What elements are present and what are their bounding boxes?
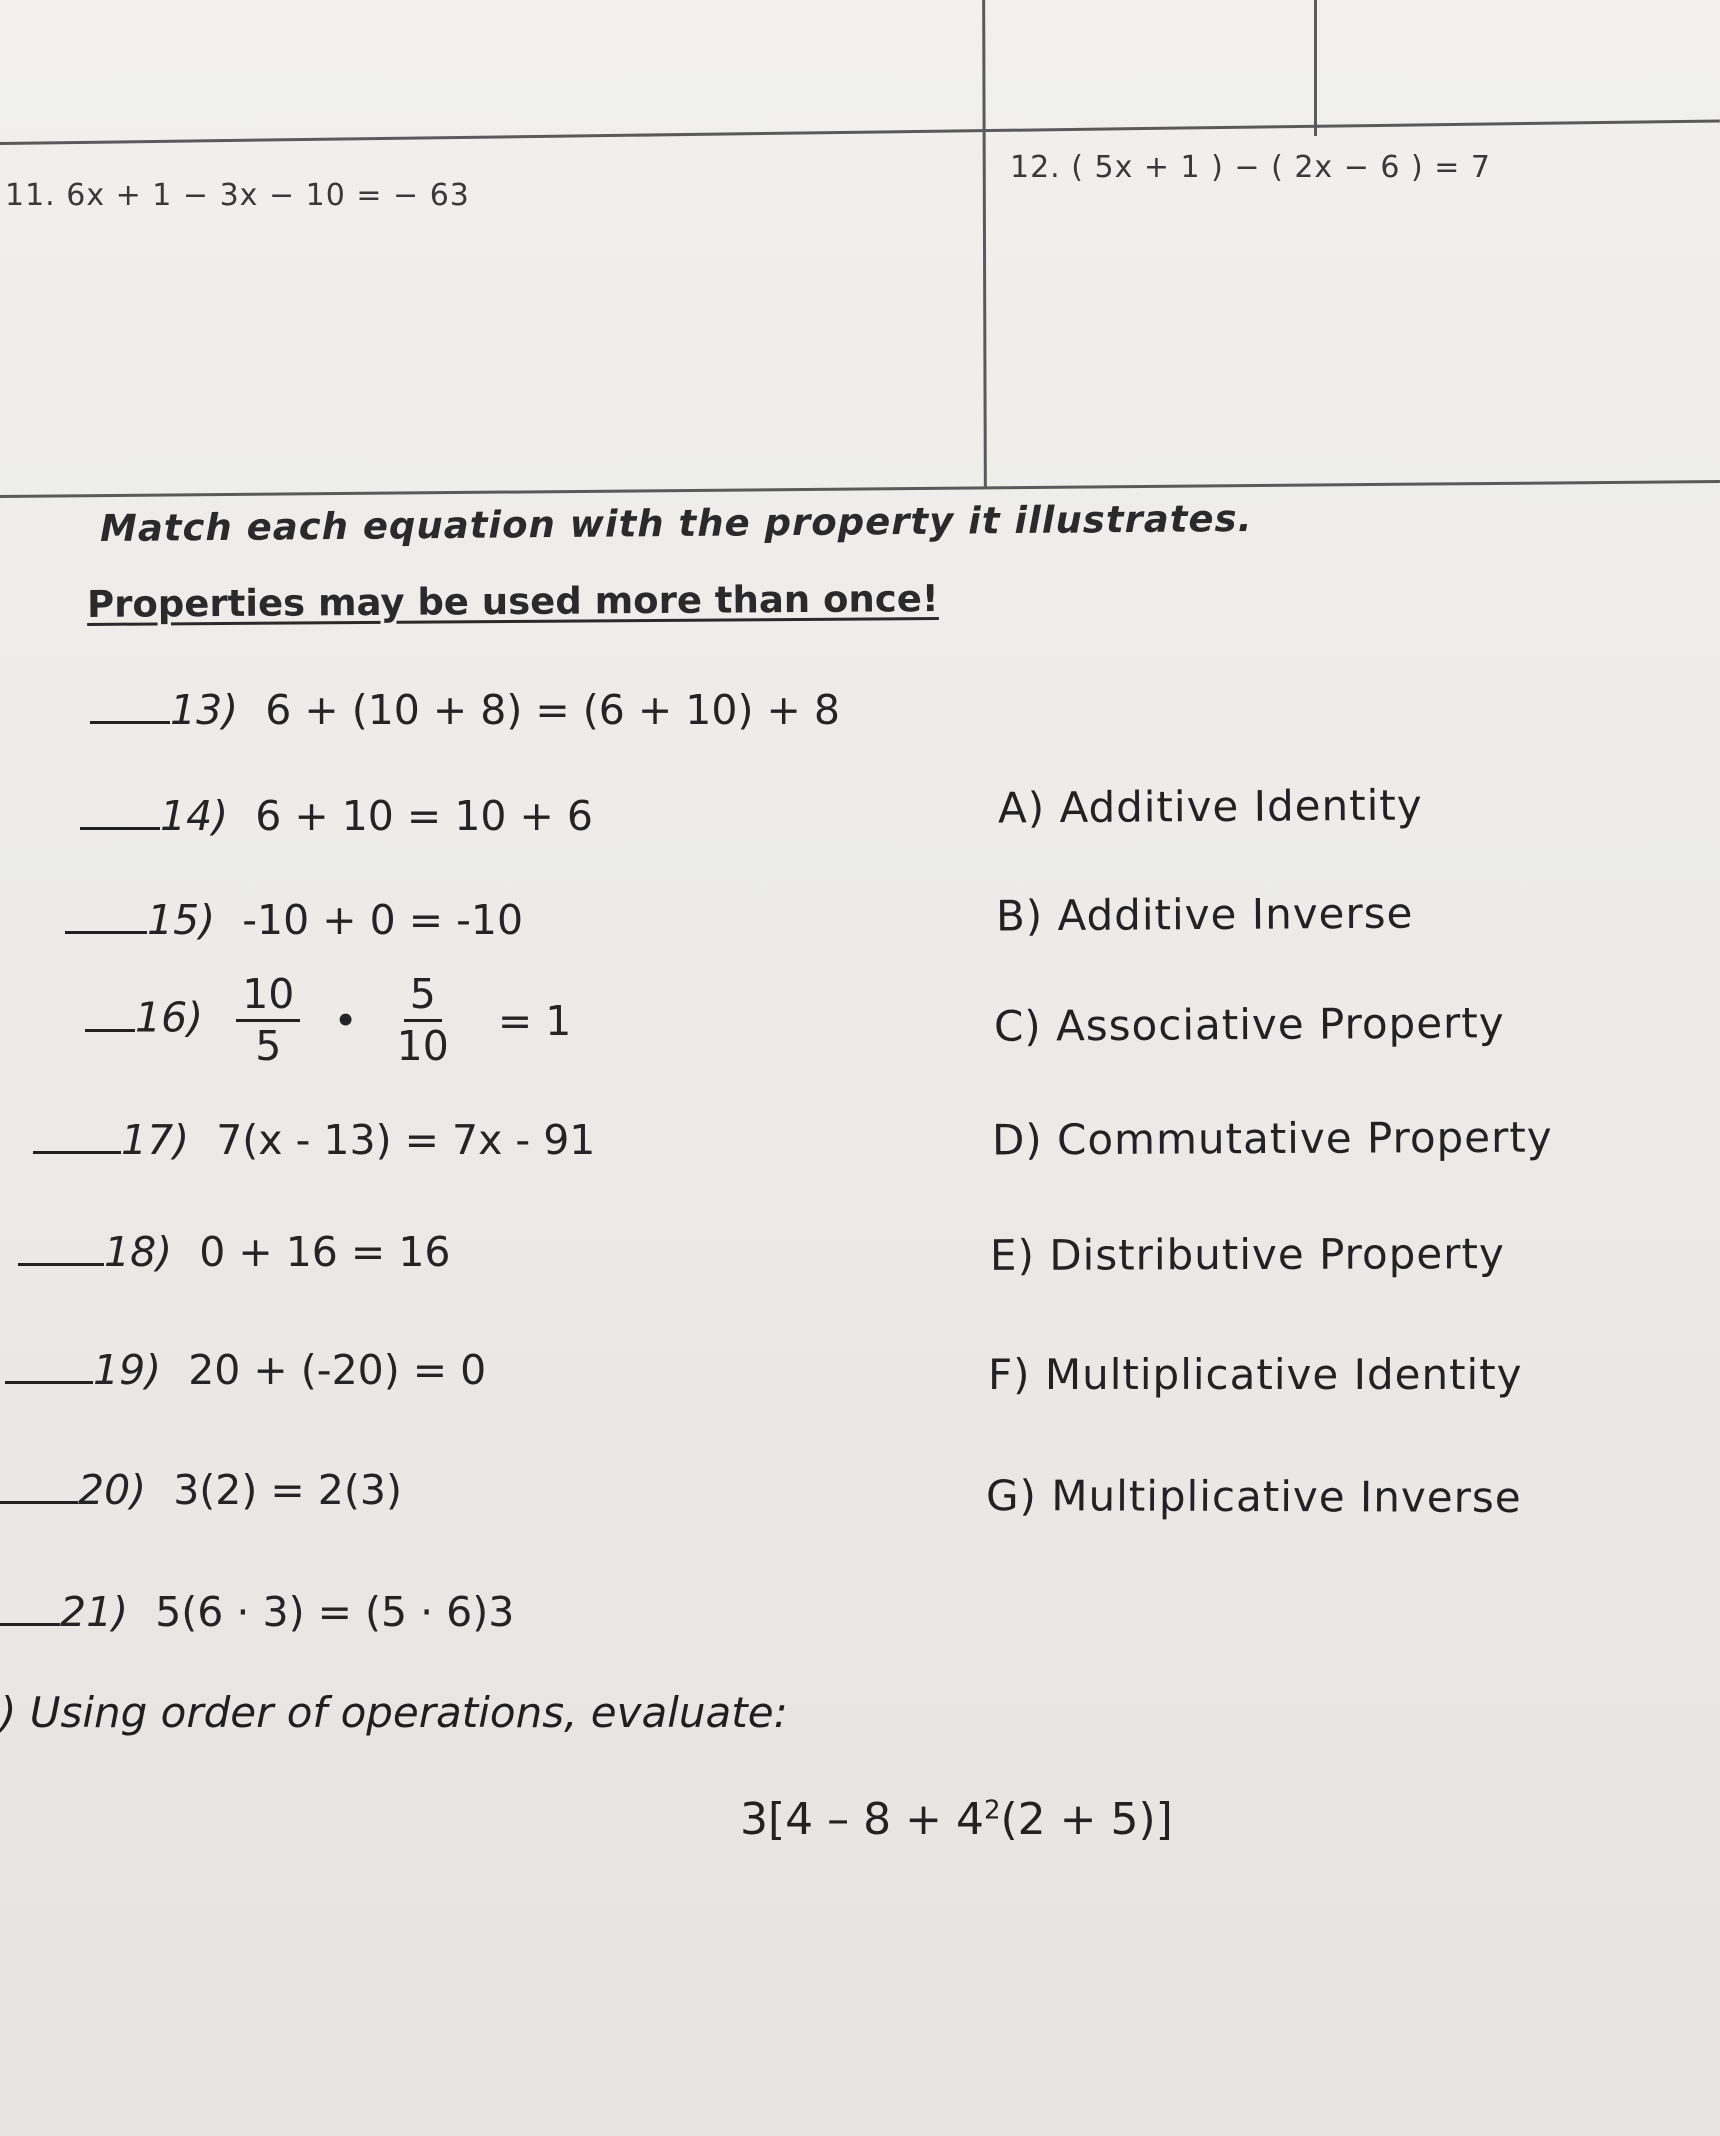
- instruction-heading: Match each equation with the property it illustrates.: [99, 496, 1253, 551]
- fraction-denominator: 10: [396, 1022, 449, 1071]
- item-equation: 5(6 · 3) = (5 · 6)3: [155, 1588, 515, 1636]
- item-equation: 7(x - 13) = 7x - 91: [216, 1116, 596, 1164]
- expression-part: (2 + 5)]: [1000, 1794, 1173, 1845]
- item-equation: 6 + (10 + 8) = (6 + 10) + 8: [265, 686, 840, 734]
- item-equation: -10 + 0 = -10: [242, 896, 524, 944]
- answer-blank[interactable]: [65, 931, 147, 934]
- problem-12: 12. ( 5x + 1 ) − ( 2x − 6 ) = 7: [1010, 150, 1491, 185]
- answer-blank[interactable]: [33, 1151, 121, 1154]
- item-17: [33, 1116, 595, 1164]
- item-label: 19): [93, 1346, 162, 1394]
- answer-blank[interactable]: [18, 1263, 104, 1266]
- item-label: 21): [60, 1588, 129, 1636]
- exponent: 2: [983, 1795, 1001, 1826]
- fraction-numerator: 5: [404, 972, 442, 1022]
- item-18: [18, 1228, 450, 1276]
- item-20: [0, 1466, 402, 1514]
- item-label: 15): [147, 896, 216, 944]
- answer-blank[interactable]: [5, 1381, 93, 1384]
- item-21: [0, 1588, 514, 1636]
- item-label: 16): [135, 993, 204, 1042]
- grid-vertical-line-short: [1314, 0, 1317, 136]
- item-15: [65, 896, 523, 944]
- fraction-denominator: 5: [255, 1022, 282, 1071]
- answer-blank[interactable]: [80, 827, 160, 830]
- property-e: E) Distributive Property: [989, 1229, 1505, 1280]
- answer-blank[interactable]: [0, 1501, 78, 1504]
- problem-11: 11. 6x + 1 − 3x − 10 = − 63: [5, 178, 470, 213]
- property-g: G) Multiplicative Inverse: [985, 1471, 1522, 1522]
- item-equation: 3(2) = 2(3): [173, 1466, 402, 1514]
- answer-blank[interactable]: [90, 721, 170, 724]
- answer-blank[interactable]: [85, 1029, 135, 1032]
- property-f: F) Multiplicative Identity: [988, 1350, 1523, 1399]
- item-label: 14): [160, 792, 229, 840]
- item-equation: 0 + 16 = 16: [199, 1228, 451, 1276]
- fraction-2: [391, 972, 455, 1069]
- item-13: [90, 686, 840, 734]
- item-equation: 20 + (-20) = 0: [188, 1346, 487, 1394]
- grid-horizontal-line-bottom: [0, 480, 1720, 498]
- fraction-numerator: 10: [236, 972, 300, 1022]
- grid-vertical-line: [982, 0, 987, 488]
- item-16: [85, 972, 571, 1069]
- item-14: [80, 792, 593, 840]
- item-label: 17): [121, 1116, 190, 1164]
- property-c: C) Associative Property: [993, 998, 1505, 1051]
- item-equation: 6 + 10 = 10 + 6: [255, 792, 593, 840]
- item-label: 13): [170, 686, 239, 734]
- multiply-dot: •: [333, 996, 358, 1045]
- item-label: 20): [78, 1466, 147, 1514]
- order-of-operations-expression: [740, 1794, 1173, 1845]
- item-rhs: = 1: [497, 996, 572, 1045]
- property-d: D) Commutative Property: [991, 1112, 1553, 1165]
- grid-horizontal-line-top: [0, 119, 1720, 145]
- expression-part: 3[4 – 8 + 4: [740, 1794, 984, 1845]
- item-label: 18): [104, 1228, 173, 1276]
- property-b: B) Additive Inverse: [995, 888, 1414, 941]
- property-a: A) Additive Identity: [997, 780, 1423, 833]
- item-19: [5, 1346, 486, 1394]
- answer-blank[interactable]: [0, 1623, 60, 1626]
- order-of-operations-prompt: ) Using order of operations, evaluate:: [0, 1688, 788, 1737]
- fraction-1: [236, 972, 300, 1069]
- instruction-note: Properties may be used more than once!: [86, 577, 939, 626]
